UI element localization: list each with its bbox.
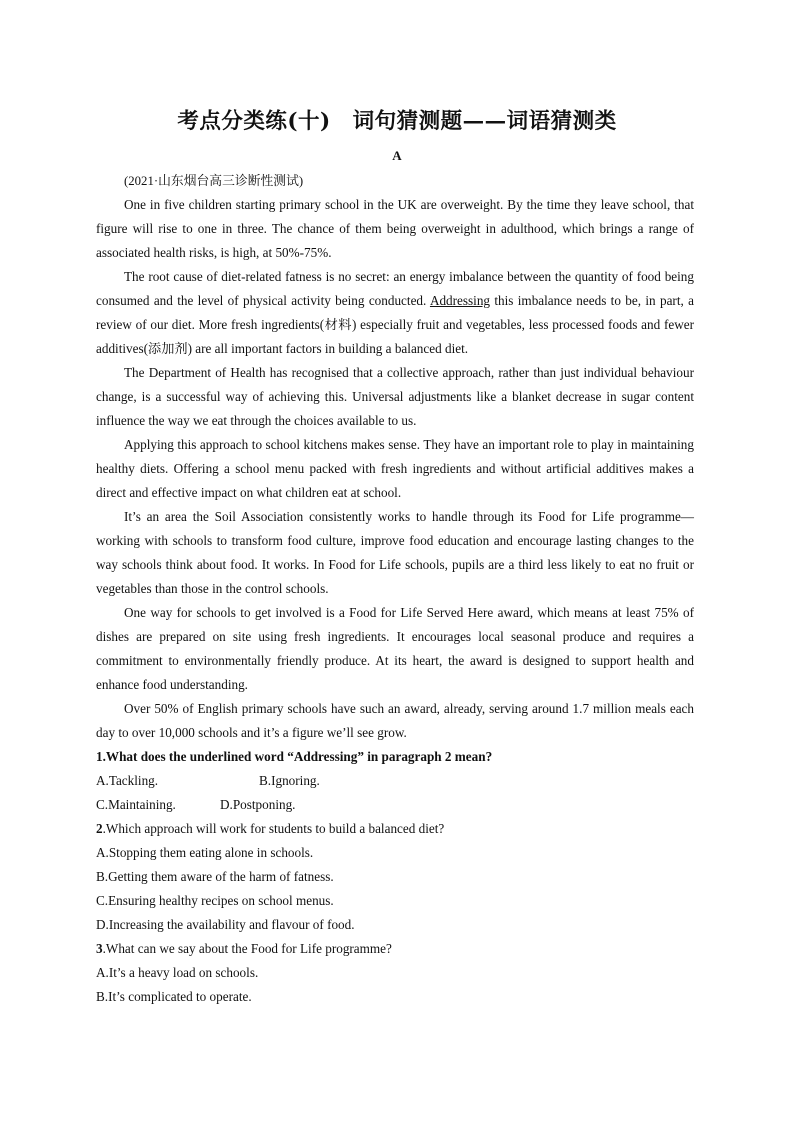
option-a: A.It’s a heavy load on schools. <box>96 965 259 980</box>
paragraph-1 <box>96 193 694 265</box>
question-text: .What does the underlined word “Addressing” in paragraph 2 mean? <box>102 749 493 764</box>
question-2 <box>96 817 694 841</box>
section-label: A <box>392 148 402 163</box>
options-row <box>96 769 694 793</box>
paragraph-text: The Department of Health has recognised that a collective approach, rather than just individual behaviour change, is a successful way of achieving this. Universal adjustments like a blanket decrease in sugar content influence the way we eat through the choices available to us. <box>96 365 694 428</box>
option-c: C.Maintaining. <box>96 797 176 812</box>
question-text: .What can we say about the Food for Life programme? <box>102 941 392 956</box>
paragraph-2 <box>96 265 694 361</box>
paragraph-text: One way for schools to get involved is a Food for Life Served Here award, which means at least 75% of dishes are prepared on site using fresh ingredients. It encourages local seasonal produce and requires a commitment to environmentally friendly produce. At its heart, the award is designed to support health and enhance food understanding. <box>96 605 694 692</box>
option-c: C.Ensuring healthy recipes on school menus. <box>96 893 334 908</box>
passage-body <box>96 169 694 1009</box>
paragraph-text: Applying this approach to school kitchens makes sense. They have an important role to play in maintaining healthy diets. Offering a school menu packed with fresh ingredients and without artificial additives makes a direct and effective impact on what children eat at school. <box>96 437 694 500</box>
options-row <box>96 793 694 817</box>
paragraph-5 <box>96 505 694 601</box>
page-title: 考点分类练(十) 词句猜测题——词语猜测类 <box>177 109 617 134</box>
question-3 <box>96 937 694 961</box>
paragraph-3 <box>96 361 694 433</box>
option-d: D.Postponing. <box>220 797 296 812</box>
question-text: .Which approach will work for students to build a balanced diet? <box>102 821 445 836</box>
paragraph-text: One in five children starting primary school in the UK are overweight. By the time they leave school, that figure will rise to one in three. The chance of them being overweight in adulthood, which brings a range of associated health risks, is high, at 50%-75%. <box>96 197 694 260</box>
question-1 <box>96 745 694 769</box>
option-a: A.Tackling. <box>96 773 159 788</box>
option-b: B.Ignoring. <box>259 773 320 788</box>
paragraph-6 <box>96 601 694 697</box>
question-number: 3 <box>96 941 103 956</box>
question-number: 2 <box>96 821 103 836</box>
option-a: A.Stopping them eating alone in schools. <box>96 845 314 860</box>
option-b: B.It’s complicated to operate. <box>96 989 252 1004</box>
paragraph-text: this imbalance needs to be, in part, a review of our diet. More fresh ingredients(材料) especially fruit and vegetables, less processed foods and fewer additives(添加剂) are all important factors in building a balanced diet. <box>96 293 694 356</box>
paragraph-7 <box>96 697 694 745</box>
underlined-word: Addressing <box>429 293 491 308</box>
paragraph-4 <box>96 433 694 505</box>
source-note: (2021·山东烟台高三诊断性测试) <box>124 174 304 188</box>
paragraph-text: The root cause of diet-related fatness is no secret: an energy imbalance between the quantity of food being consumed and the level of physical activity being conducted. <box>96 269 694 308</box>
option-b: B.Getting them aware of the harm of fatness. <box>96 869 334 884</box>
option-d: D.Increasing the availability and flavour of food. <box>96 917 355 932</box>
question-number: 1 <box>96 749 103 764</box>
paragraph-text: It’s an area the Soil Association consistently works to handle through its Food for Life programme—working with schools to transform food culture, improve food education and encourage lasting changes to the way schools think about food. It works. In Food for Life schools, pupils are a third less likely to eat no fruit or vegetables than those in the control schools. <box>96 509 694 596</box>
paragraph-text: Over 50% of English primary schools have such an award, already, serving around 1.7 million meals each day to over 10,000 schools and it’s a figure we’ll see grow. <box>96 701 694 740</box>
